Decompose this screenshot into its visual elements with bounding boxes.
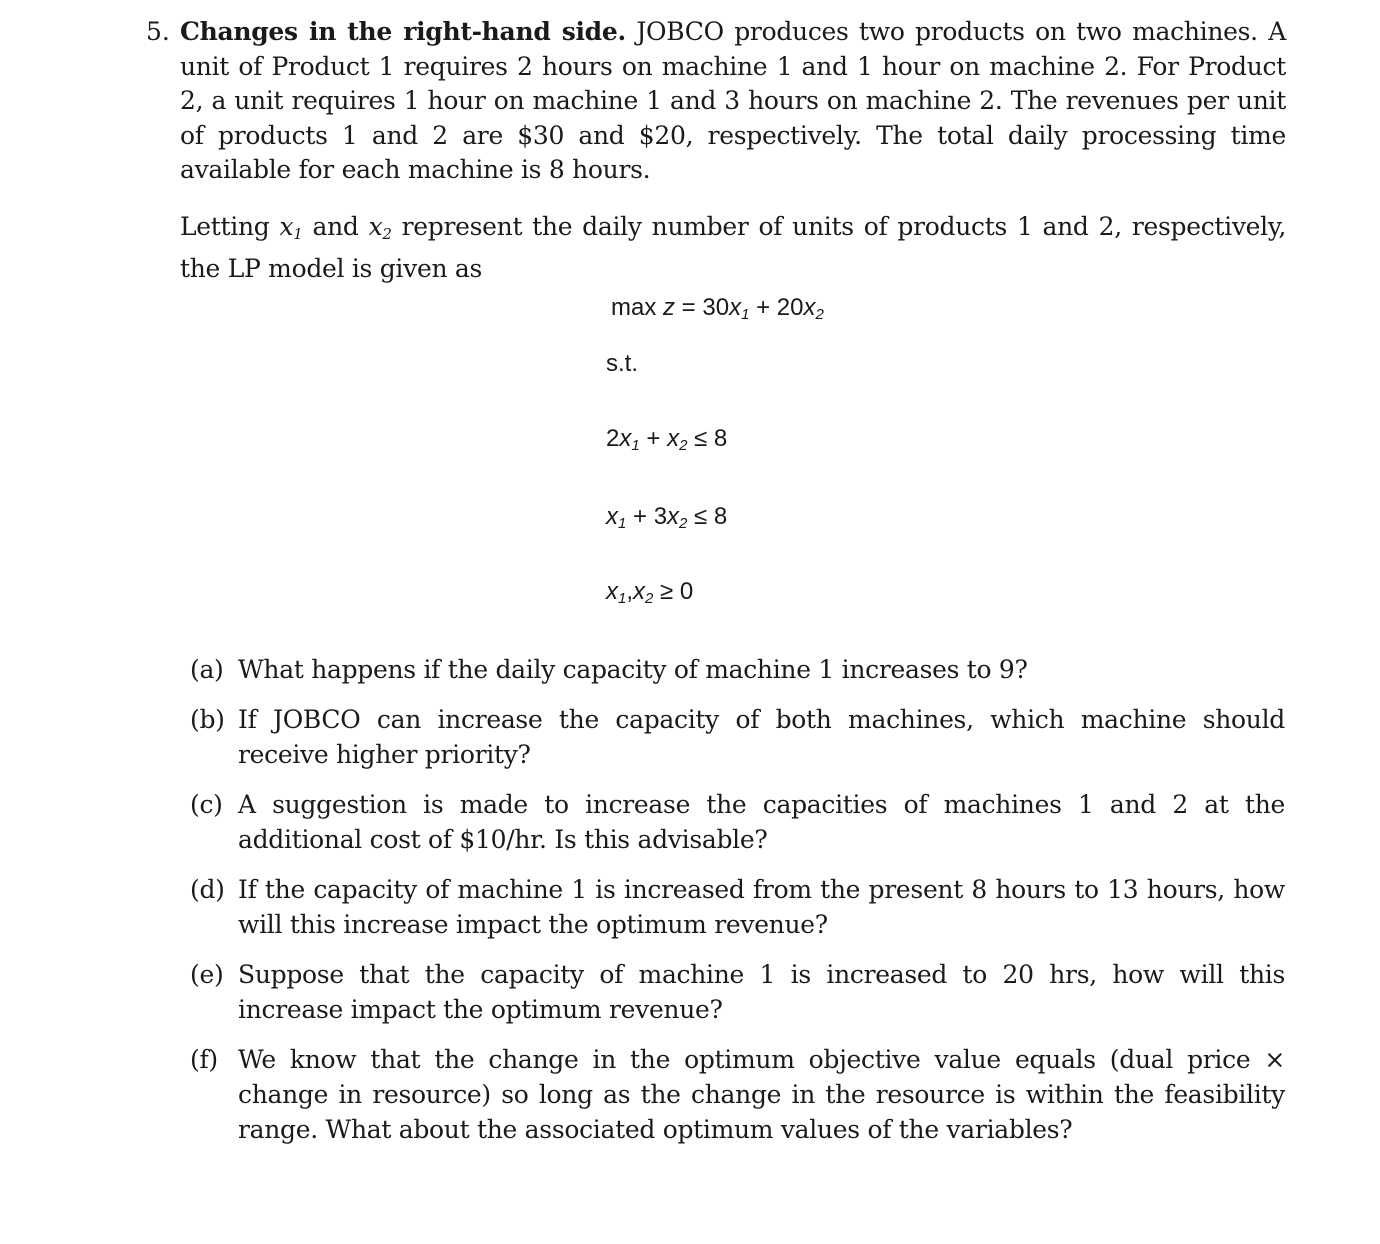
problem-title: Changes in the right-hand side.	[180, 17, 626, 46]
problem-number: 5.	[146, 17, 170, 46]
question-b	[190, 702, 1285, 772]
question-label: (a)	[190, 655, 224, 684]
constraint-machine-1: $2x_1 + x_2 \le 8$	[606, 425, 728, 454]
problem-intro-text: JOBCO produces two products on two machines. A unit of Product 1 requires 2 hours on machine 1 and 1 hour on machine 2. For Product 2, a unit requires 1 hour on machine 1 and 3 hours on machine 2. The revenues per unit of products 1 and 2 are $30 and $20, respectively. The total daily processing time available for each machine is 8 hours.	[180, 17, 1286, 184]
question-label: (d)	[190, 875, 225, 904]
var-x2: $x_2$	[368, 211, 392, 243]
objective-function: $\max z = 30x_1 + 20x_2$	[611, 294, 824, 323]
letting-text-a: Letting	[180, 211, 280, 241]
subject-to-label: s.t.	[606, 350, 639, 377]
question-text: If JOBCO can increase the capacity of both machines, which machine should receive higher priority?	[238, 705, 1285, 769]
question-label: (e)	[190, 960, 224, 989]
var-x1: $x_1$	[279, 211, 303, 243]
question-text: A suggestion is made to increase the capacities of machines 1 and 2 at the additional cost of $10/hr. Is this advisable?	[238, 790, 1285, 854]
question-f	[190, 1042, 1285, 1147]
question-d	[190, 872, 1285, 942]
question-a	[190, 652, 1285, 687]
constraint-machine-2: $x_1 + 3x_2 \le 8$	[606, 503, 728, 532]
letting-text-c: represent the daily number of units of products 1 and 2, respectively, the LP model is given as	[180, 211, 1287, 283]
question-e	[190, 957, 1285, 1027]
question-label: (f)	[190, 1045, 218, 1074]
nonnegativity-constraint: $x_1,x_2 \ge 0$	[606, 578, 694, 607]
question-label: (b)	[190, 705, 225, 734]
lp-model	[0, 0, 1380, 620]
question-text: We know that the change in the optimum objective value equals (dual price × change in resource) so long as the change in the resource is within the feasibility range. What about the associated optimum values of the variables?	[238, 1045, 1285, 1144]
question-text: Suppose that the capacity of machine 1 is increased to 20 hrs, how will this increase impact the optimum revenue?	[238, 960, 1285, 1024]
question-text: If the capacity of machine 1 is increased from the present 8 hours to 13 hours, how will this increase impact the optimum revenue?	[238, 875, 1285, 939]
question-list	[190, 652, 1285, 1162]
question-label: (c)	[190, 790, 223, 819]
question-c	[190, 787, 1285, 857]
question-text: What happens if the daily capacity of machine 1 increases to 9?	[238, 655, 1028, 684]
letting-text-b: and	[302, 211, 369, 241]
